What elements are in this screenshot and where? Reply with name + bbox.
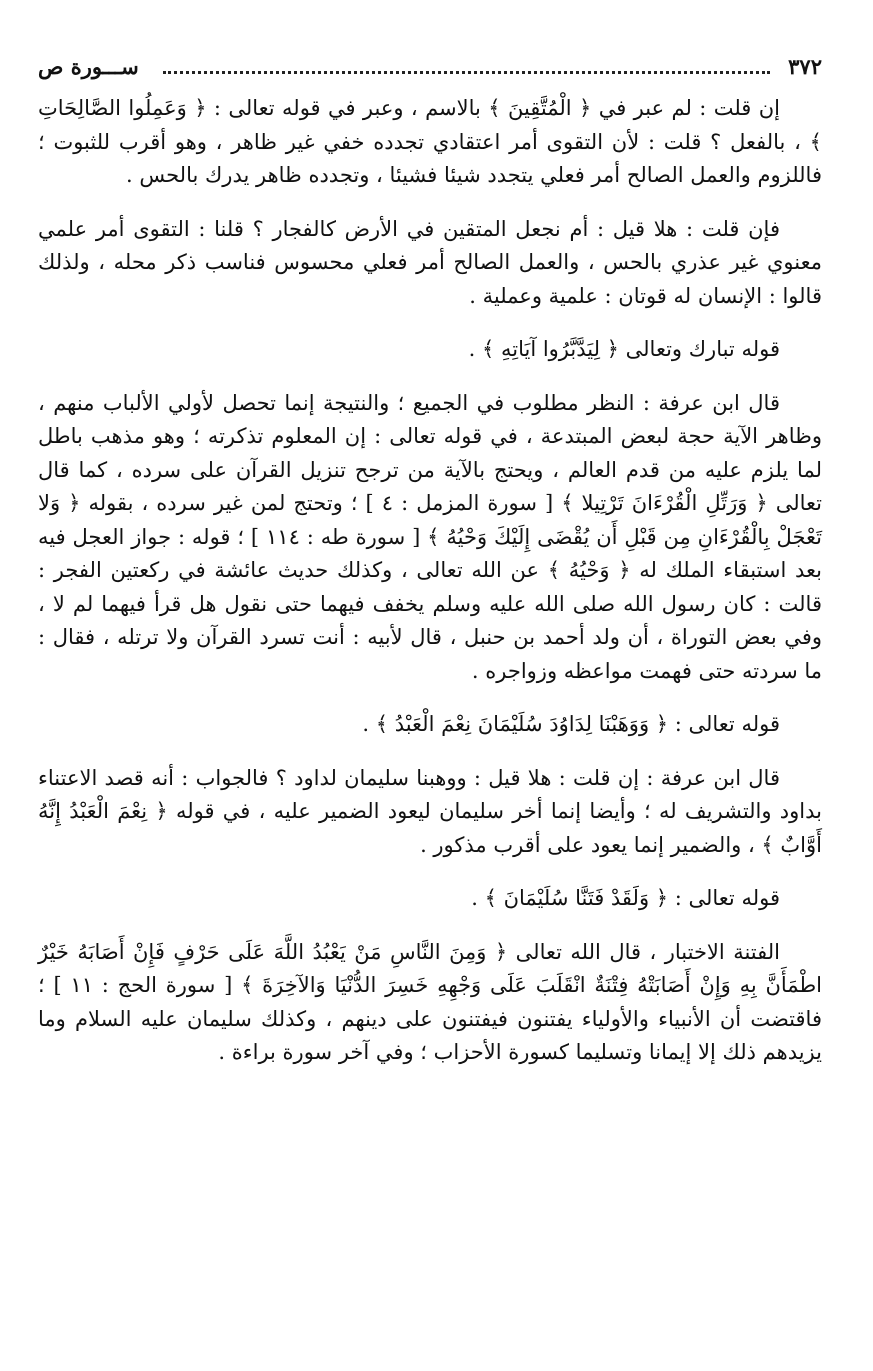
page-body <box>38 92 822 1070</box>
dotted-header-rule <box>163 71 770 74</box>
surah-title: ســـورة ص <box>38 54 139 79</box>
book-page <box>38 48 822 1348</box>
verse-heading-fatanna: قوله تعالى : ﴿ وَلَقَدْ فَتَنَّا سُلَيْمَانَ ﴾ . <box>471 886 780 910</box>
paragraph-fitna-discussion: الفتنة الاختبار ، قال الله تعالى ﴿ وَمِنَ النَّاسِ مَنْ يَعْبُدُ اللَّهَ عَلَى حَرْفٍ فَإِنْ أَصَابَهُ خَيْرٌ اطْمَأَنَّ بِهِ وَإِنْ أَصَابَتْهُ فِتْنَةٌ انْقَلَبَ عَلَى وَجْهِهِ خَسِرَ الدُّنْيَا وَالآخِرَةَ ﴾ [ سورة الحج : ١١ ] ؛ فاقتضت أن الأنبياء والأولياء يفتنون فيفتنون على دينهم ، وكذلك سليمان عليه السلام وما يزيدهم ذلك إلا إيمانا وتسليما كسورة الأحزاب ؛ وفي آخر سورة براءة . <box>38 939 822 1064</box>
page-number: ٣٧٢ <box>788 54 822 79</box>
running-header <box>38 48 822 82</box>
verse-heading-wahabna: قوله تعالى : ﴿ وَوَهَبْنَا لِدَاوُدَ سُلَيْمَانَ نِعْمَ الْعَبْدُ ﴾ . <box>362 712 780 736</box>
paragraph-fujjar-question: فإن قلت : هلا قيل : أم نجعل المتقين في الأرض كالفجار ؟ قلنا : التقوى أمر علمي معنوي غير عذري بالحس ، والعمل الصالح أمر فعلي محسوس فناسب ذكر محله ، ولذلك قالوا : الإنسان له قوتان : علمية وعملية . <box>38 216 822 308</box>
paragraph-muttaqin-question: إن قلت : لم عبر في ﴿ الْمُتَّقِينَ ﴾ بالاسم ، وعبر في قوله تعالى : ﴿ وَعَمِلُوا الصَّالِحَاتِ ﴾ ، بالفعل ؟ قلت : لأن التقوى أمر اعتقادي تجدده خفي غير ظاهر ، وهو أقرب للثبوت ؛ فاللزوم والعمل الصالح أمر فعلي يتجدد شيئا فشيئا ، وتجدده ظاهر يدرك بالحس . <box>38 96 822 187</box>
paragraph-dawud-sulayman: قال ابن عرفة : إن قلت : هلا قيل : ووهبنا سليمان لداود ؟ فالجواب : أنه قصد الاعتناء بداود والتشريف له ؛ وأيضا إنما أخر سليمان ليعود الضمير عليه ، في قوله ﴿ نِعْمَ الْعَبْدُ إِنَّهُ أَوَّابٌ ﴾ ، والضمير إنما يعود على أقرب مذكور . <box>38 765 822 857</box>
paragraph-tartil-discussion: قال ابن عرفة : النظر مطلوب في الجميع ؛ والنتيجة إنما تحصل لأولي الألباب منهم ، وظاهر الآية حجة لبعض المبتدعة ، في قوله تعالى : إن المعلوم تذكرته ؛ وهو مذهب باطل لما يلزم عليه من قدم العالم ، ويحتج بالآية من ترجح تنزيل القرآن على سرده ، كما قال تعالى ﴿ وَرَتِّلِ الْقُرْءَانَ تَرْتِيلا ﴾ [ سورة المزمل : ٤ ] ؛ وتحتج لمن غير سرده ، بقوله ﴿ وَلا تَعْجَلْ بِالْقُرْءَانِ مِن قَبْلِ أَن يُقْضَى إِلَيْكَ وَحْيُهُ ﴾ [ سورة طه : ١١٤ ] ؛ قوله : جواز العجل فيه بعد استبقاء الملك له ﴿ وَحْيُهُ ﴾ عن الله تعالى ، وكذلك حديث عائشة في ركعتين الفجر : قالت : كان رسول الله صلى الله عليه وسلم يخفف فيهما حتى نقول هل قرأ فيهما لم لا ، وفي بعض التوراة ، أن ولد أحمد بن حنبل ، قال لأبيه : أنت تسرد القرآن ولا ترتله ، فقال : ما سردته حتى فهمت مواعظه وزواجره . <box>38 390 822 683</box>
verse-heading-yaddabbaru: قوله تبارك وتعالى ﴿ لِيَدَّبَّرُوا آيَاتِهِ ﴾ . <box>468 337 780 361</box>
